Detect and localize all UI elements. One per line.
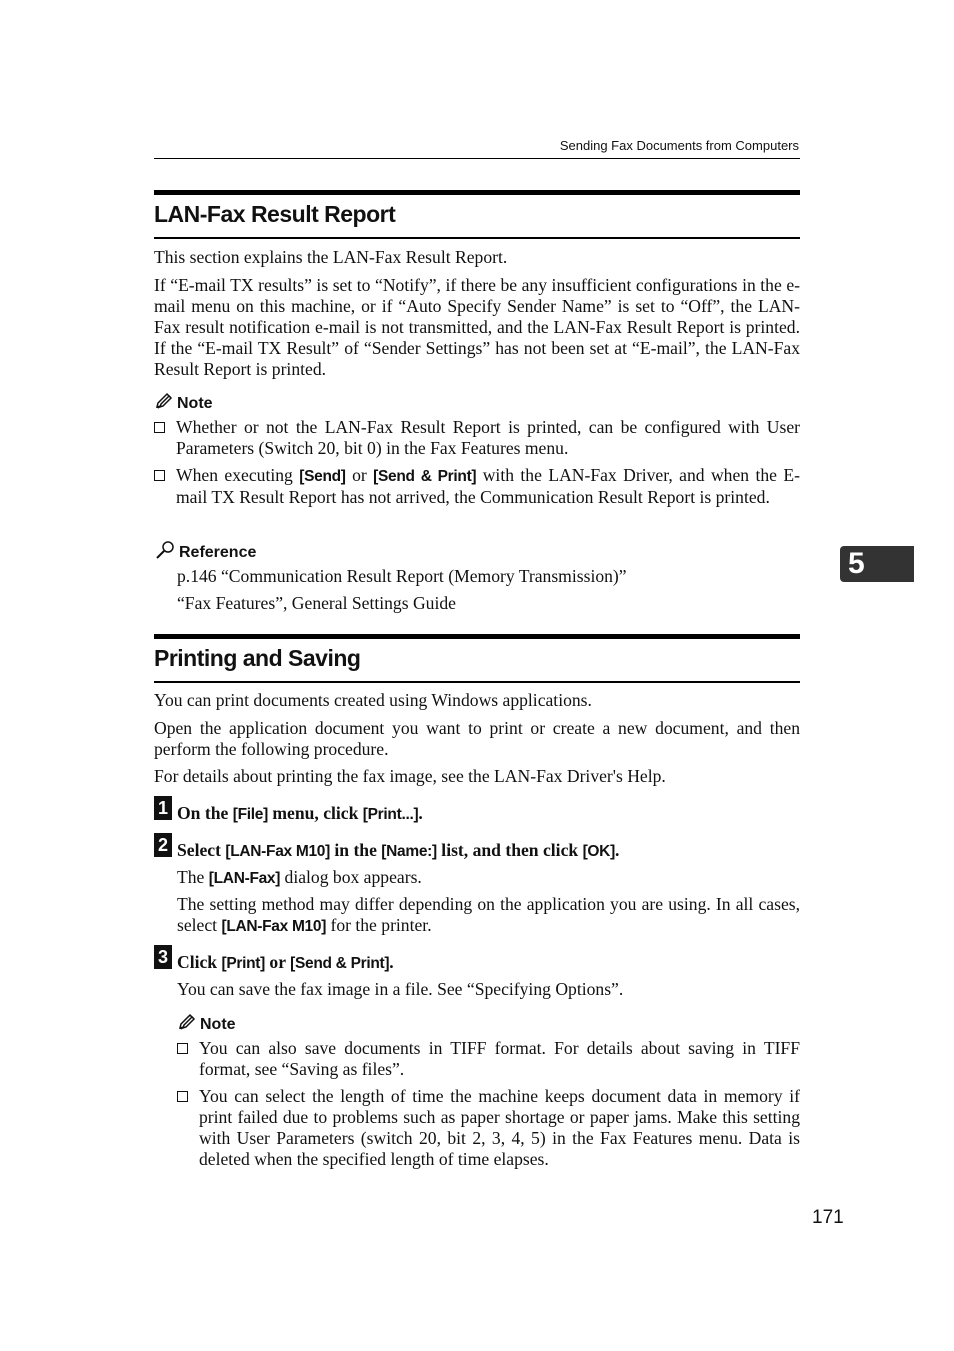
note-item-text: When executing [Send] or [Send & Print] with the LAN-Fax Driver, and when the E-mail TX Result Report has not arrived, the Communication Result Report is printed. xyxy=(176,465,801,507)
send-key-label: [Send] xyxy=(299,468,346,485)
section-title-lan-fax-result-report: LAN-Fax Result Report xyxy=(154,201,396,227)
ok-button-label: [OK] xyxy=(582,843,615,860)
reference-item: “Fax Features”, General Settings Guide xyxy=(177,593,456,613)
section-title-printing-and-saving: Printing and Saving xyxy=(154,645,361,671)
section-rule-bottom xyxy=(154,237,800,239)
note-list xyxy=(154,417,800,508)
reference-item: p.146 “Communication Result Report (Memory Transmission)” xyxy=(177,566,627,586)
checkbox-bullet-icon xyxy=(154,422,165,433)
section-rule-top xyxy=(154,190,800,195)
reference-label: Reference xyxy=(179,543,257,561)
name-list-label: [Name:] xyxy=(381,843,437,860)
note-list xyxy=(177,1038,800,1170)
magnifier-icon xyxy=(154,540,176,565)
step-number-3: 3 xyxy=(154,945,172,969)
checkbox-bullet-icon xyxy=(154,470,165,481)
section-rule-bottom xyxy=(154,681,800,683)
note-label: Note xyxy=(200,1015,236,1033)
section2-paragraph: For details about printing the fax image, see the LAN-Fax Driver's Help. xyxy=(154,766,666,786)
running-header: Sending Fax Documents from Computers xyxy=(559,138,799,153)
note-item xyxy=(177,1086,800,1170)
chapter-tab: 5 xyxy=(840,546,914,582)
section1-paragraph: If “E-mail TX results” is set to “Notify”, if there be any insufficient configurations in the e-mail menu on this machine, or if “Auto Specify Sender Name” is set to “Off”, the LAN-Fax result notification e-mail is not transmitted, and the LAN-Fax Result Report is printed. If the “E-mail TX Result” of “Sender Settings” has not been set at “E-mail”, the LAN-Fax Result Report is printed. xyxy=(154,275,800,379)
print-button-label: [Print] xyxy=(221,955,266,972)
file-menu-label: [File] xyxy=(232,806,268,823)
pencil-icon xyxy=(154,392,174,415)
dialog-name-label: [LAN-Fax] xyxy=(208,870,281,887)
note-item-text: You can also save documents in TIFF format. For details about saving in TIFF format, see “Saving as files”. xyxy=(199,1038,800,1079)
note-item-text: Whether or not the LAN-Fax Result Report is printed, can be configured with User Parameters (Switch 20, bit 0) in the Fax Features menu. xyxy=(176,417,800,458)
send-print-key-label: [Send & Print] xyxy=(373,468,477,485)
note-item-text: You can select the length of time the machine keeps document data in memory if print failed due to problems such as paper shortage or paper jams. Make this setting with User Parameters (switch 20, bit 2, 3, 4, 5) in the Fax Features menu. Data is deleted when the specified length of time elapses. xyxy=(199,1086,800,1169)
checkbox-bullet-icon xyxy=(177,1091,188,1102)
step-2-detail: The setting method may differ depending on the application you are using. In all cases, select [LAN-Fax M10] for the printer. xyxy=(177,894,800,935)
step-number-2: 2 xyxy=(154,833,172,857)
reference-heading xyxy=(154,540,256,565)
note-label: Note xyxy=(177,394,213,412)
step-3-detail: You can save the fax image in a file. See “Specifying Options”. xyxy=(177,979,624,999)
section2-paragraph: Open the application document you want to print or create a new document, and then perform the following procedure. xyxy=(154,718,800,759)
note-item xyxy=(154,417,800,459)
note-item xyxy=(154,465,800,508)
note-heading xyxy=(154,392,213,415)
step-number-1: 1 xyxy=(154,796,172,820)
note-heading xyxy=(177,1013,236,1036)
print-menu-label: [Print...] xyxy=(362,806,419,823)
section2-intro: You can print documents created using Windows applications. xyxy=(154,690,592,710)
step-3-instruction: Click [Print] or [Send & Print]. xyxy=(177,952,394,972)
step-2-instruction: Select [LAN-Fax M10] in the [Name:] list, and then click [OK]. xyxy=(177,840,620,860)
section1-intro: This section explains the LAN-Fax Result Report. xyxy=(154,247,508,267)
section-rule-top xyxy=(154,634,800,639)
checkbox-bullet-icon xyxy=(177,1043,188,1054)
step-2-result: The [LAN-Fax] dialog box appears. xyxy=(177,867,422,887)
driver-name-label: [LAN-Fax M10] xyxy=(225,843,330,860)
note-item xyxy=(177,1038,800,1080)
step-1-instruction: On the [File] menu, click [Print...]. xyxy=(177,803,423,823)
pencil-icon xyxy=(177,1013,197,1036)
send-print-button-label: [Send & Print] xyxy=(290,955,390,972)
header-rule xyxy=(154,158,800,159)
driver-name-label: [LAN-Fax M10] xyxy=(221,918,327,935)
page-number: 171 xyxy=(812,1207,844,1228)
